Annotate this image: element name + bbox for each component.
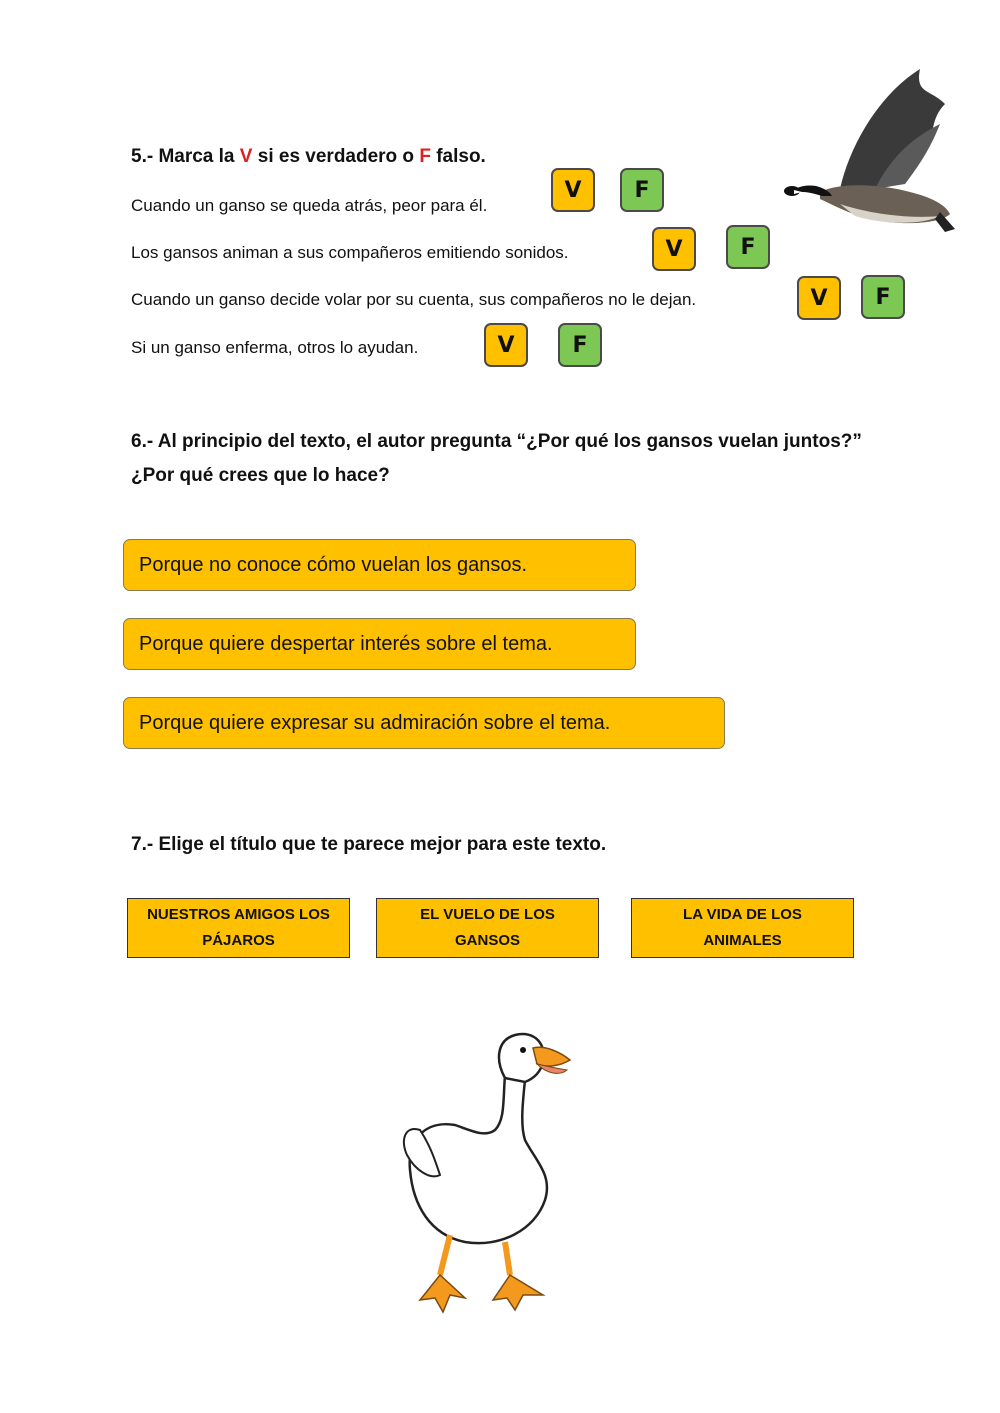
statement-2-true-button[interactable]: V <box>652 227 696 271</box>
statement-1: Cuando un ganso se queda atrás, peor para él. <box>131 196 488 215</box>
title-choice-2[interactable] <box>376 898 599 958</box>
section6-question-line2: ¿Por qué crees que lo hace? <box>131 465 390 486</box>
title-choice-3-line1: LA VIDA DE LOS <box>683 906 802 923</box>
title-choice-2-line1: EL VUELO DE LOS <box>420 906 555 923</box>
statement-4-true-button[interactable]: V <box>484 323 528 367</box>
statement-2: Los gansos animan a sus compañeros emitiendo sonidos. <box>131 243 569 262</box>
statement-3: Cuando un ganso decide volar por su cuenta, sus compañeros no le dejan. <box>131 290 697 309</box>
answer-option-3[interactable]: Porque quiere expresar su admiración sobre el tema. <box>123 697 725 749</box>
answer-option-2[interactable]: Porque quiere despertar interés sobre el tema. <box>123 618 636 670</box>
statement-3-false-button[interactable]: F <box>861 275 905 319</box>
statement-4: Si un ganso enferma, otros lo ayudan. <box>131 338 419 357</box>
title-choice-1[interactable] <box>127 898 350 958</box>
flying-goose-illustration <box>780 64 960 239</box>
statement-1-true-button[interactable]: V <box>551 168 595 212</box>
title-choice-3-line2: ANIMALES <box>703 932 782 949</box>
statement-2-false-button[interactable]: F <box>726 225 770 269</box>
statement-3-true-button[interactable]: V <box>797 276 841 320</box>
white-goose-illustration <box>395 1030 585 1320</box>
section7-title: 7.- Elige el título que te parece mejor para este texto. <box>131 834 607 855</box>
title-choice-2-line2: GANSOS <box>454 932 520 949</box>
statement-4-false-button[interactable]: F <box>558 323 602 367</box>
false-letter: F <box>419 146 431 167</box>
title-choice-1-line1: NUESTROS AMIGOS LOS <box>147 906 330 923</box>
statement-1-false-button[interactable]: F <box>620 168 664 212</box>
section5-title: 5.- Marca la V si es verdadero o F falso. <box>131 146 486 167</box>
section6-question-line1: 6.- Al principio del texto, el autor pregunta “¿Por qué los gansos vuelan juntos?” <box>131 431 862 452</box>
answer-option-1[interactable]: Porque no conoce cómo vuelan los gansos. <box>123 539 636 591</box>
title-choice-3[interactable] <box>631 898 854 958</box>
title-choice-1-line2: PÁJAROS <box>202 932 275 949</box>
true-letter: V <box>239 146 253 167</box>
